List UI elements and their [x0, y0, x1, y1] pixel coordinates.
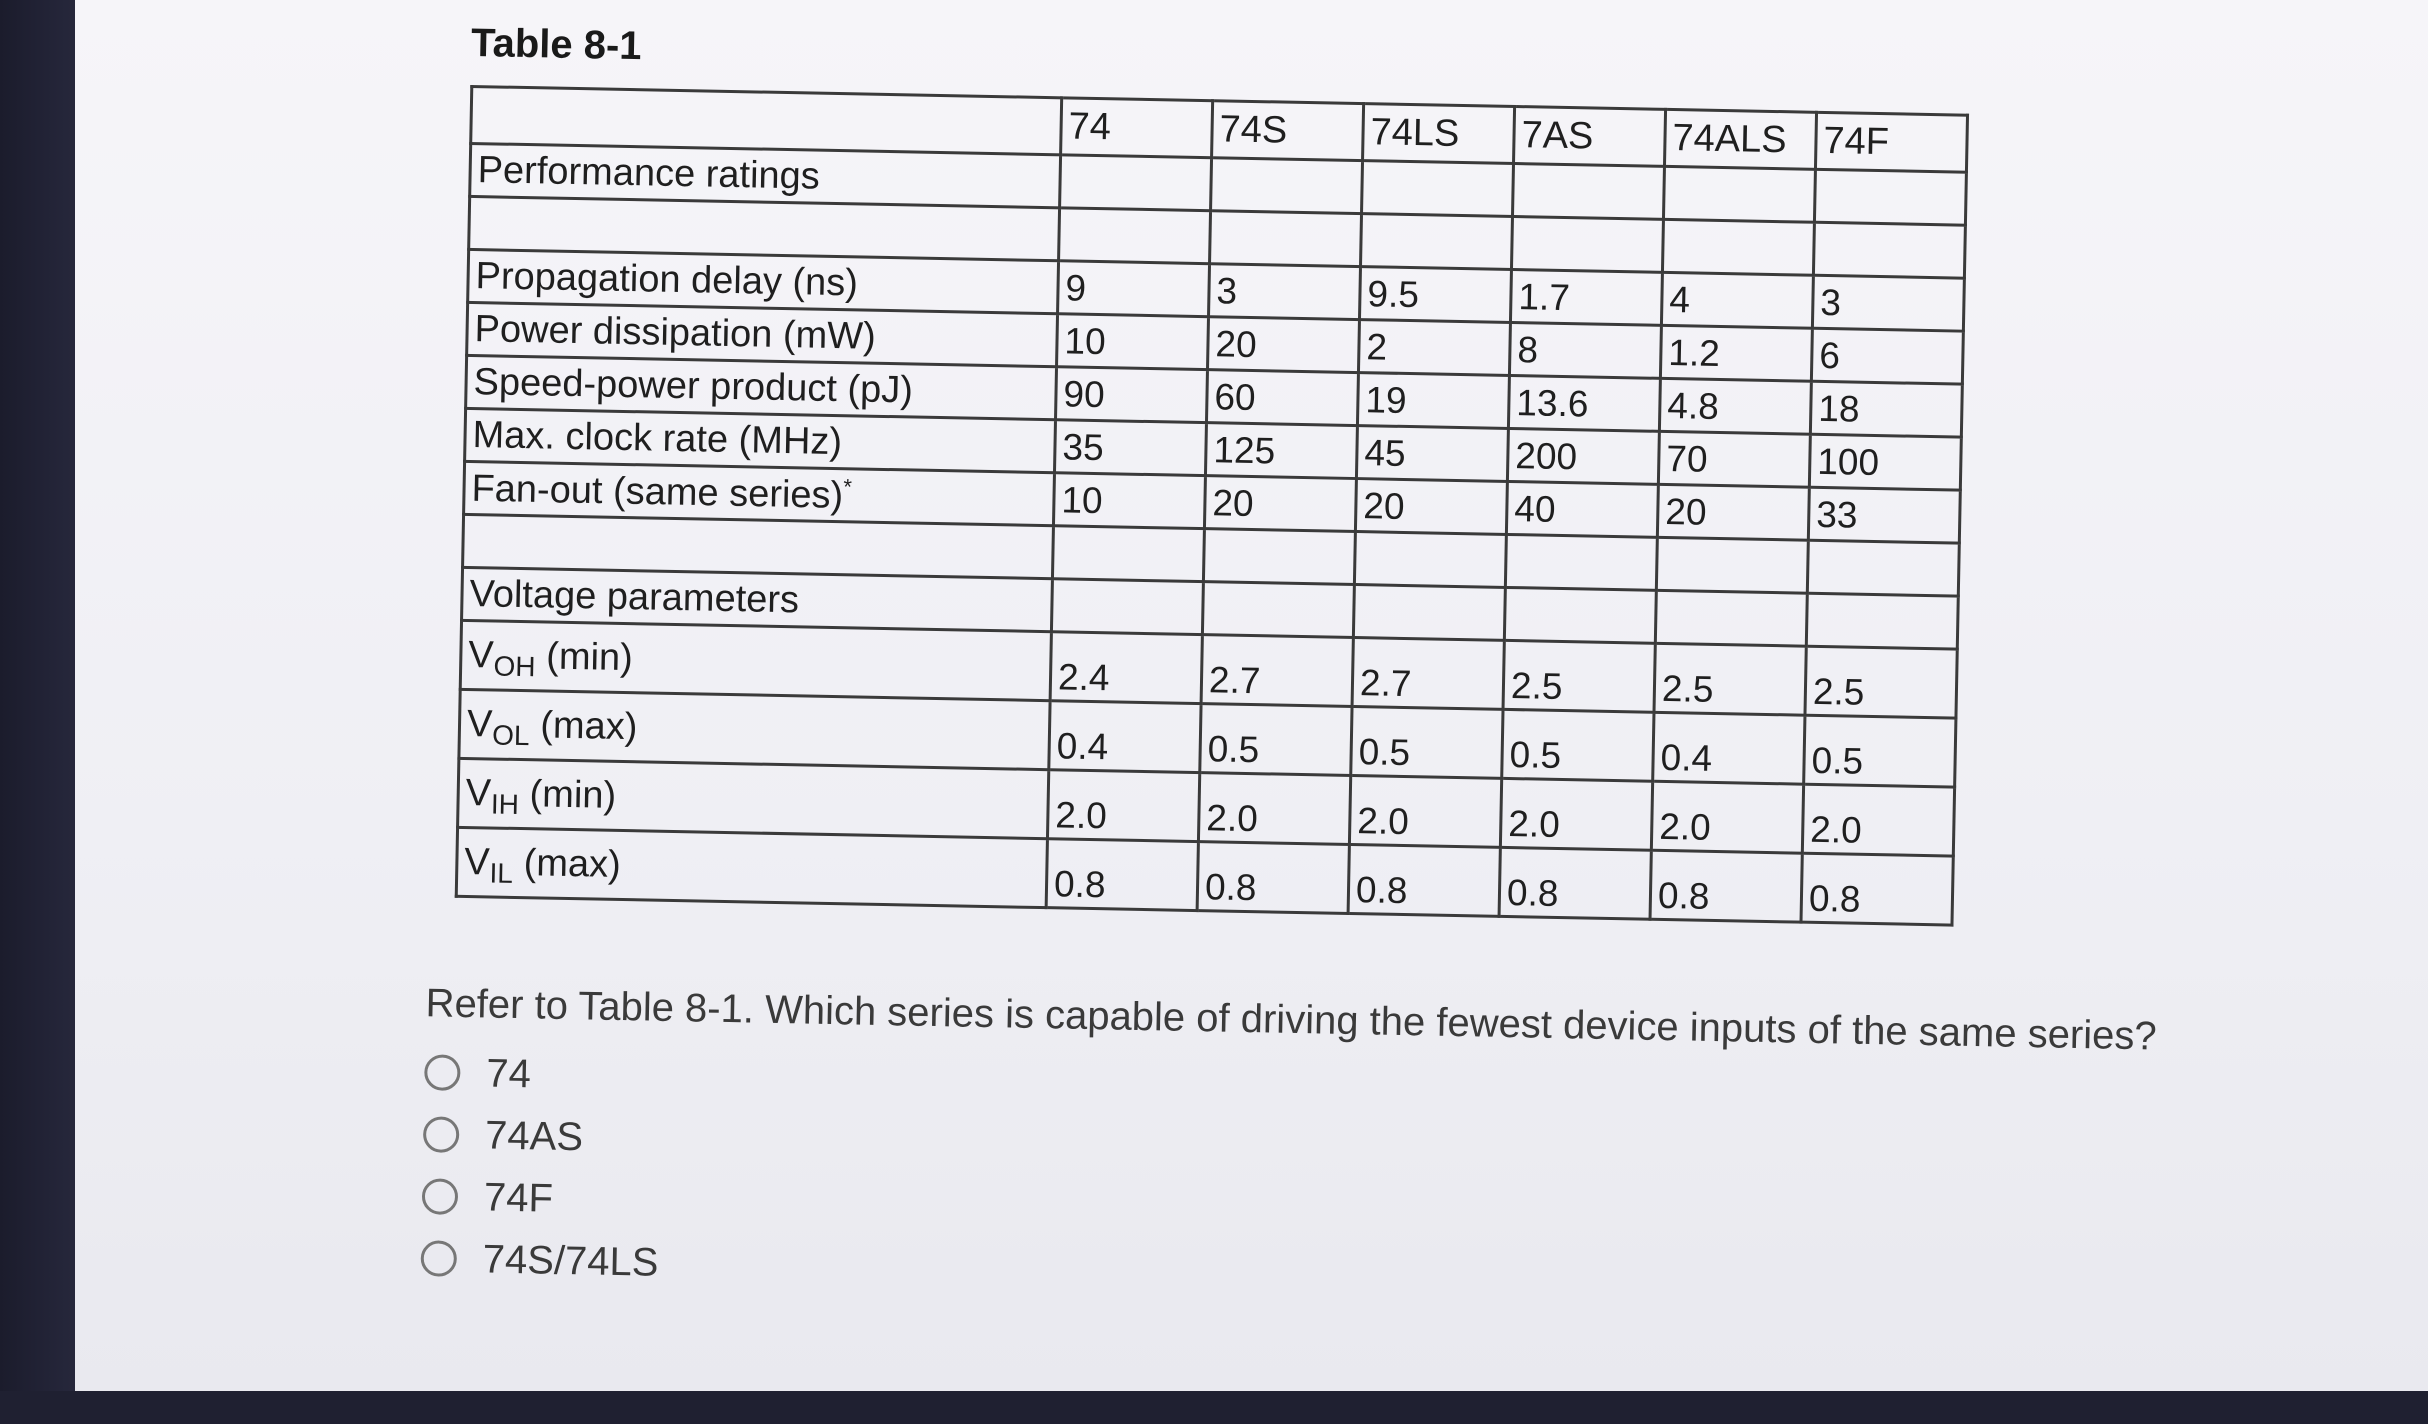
table-cell: 3: [1209, 264, 1361, 320]
row-label: $V_{IL}$ (max): [456, 827, 1047, 907]
table-cell: 6: [1811, 328, 1963, 384]
table-cell: 20: [1204, 476, 1356, 532]
table-cell: 0.5: [1351, 706, 1503, 778]
table-cell: 2.0: [1047, 770, 1199, 842]
table-cell: 9: [1058, 261, 1210, 317]
table-cell: 3: [1812, 275, 1964, 331]
logic-family-table: [455, 85, 1969, 927]
table-title: Table 8-1: [470, 20, 642, 69]
table-cell: 40: [1506, 481, 1658, 537]
table-cell: 20: [1355, 479, 1507, 535]
table-cell: 2.0: [1802, 784, 1954, 856]
table-cell: 2.0: [1198, 773, 1350, 845]
table-cell: 1.7: [1510, 269, 1662, 325]
table-cell: 35: [1054, 420, 1206, 476]
table-cell: 2.7: [1352, 638, 1504, 710]
row-label: Propagation delay (ns): [468, 249, 1059, 313]
option-label: 74S/74LS: [482, 1236, 659, 1285]
column-header: 74LS: [1363, 104, 1515, 164]
table-cell: 2.0: [1500, 778, 1652, 850]
screen: [75, 0, 2428, 1391]
row-label: Power dissipation (mW): [467, 302, 1058, 366]
answer-option-74[interactable]: [424, 1041, 663, 1108]
table-cell: 0.5: [1502, 709, 1654, 781]
table-cell: 10: [1057, 314, 1209, 370]
column-header: 74F: [1815, 112, 1967, 172]
table-cell: 0.8: [1650, 850, 1802, 922]
table-cell: 2.5: [1654, 643, 1806, 715]
table-cell: 9.5: [1359, 267, 1511, 323]
row-label: $V_{OL}$ (max): [459, 689, 1050, 769]
option-label: 74AS: [484, 1112, 584, 1159]
row-label: $V_{OH}$ (min): [460, 620, 1051, 700]
row-label: Speed-power product (pJ): [466, 355, 1057, 419]
table-cell: 20: [1207, 317, 1359, 373]
table-cell: 13.6: [1508, 375, 1660, 431]
table-cell: 125: [1205, 423, 1357, 479]
footnote-marker: *: [843, 473, 853, 500]
table-cell: 45: [1356, 426, 1508, 482]
option-label: 74F: [483, 1174, 554, 1221]
table-cell: 90: [1056, 367, 1208, 423]
row-label-text: Fan-out (same series): [471, 467, 844, 517]
answer-options: [420, 1041, 662, 1294]
table-cell: 0.8: [1801, 853, 1953, 925]
table-cell: 70: [1658, 431, 1810, 487]
table-cell: 0.8: [1197, 842, 1349, 914]
row-label: Max. clock rate (MHz): [465, 408, 1056, 472]
table-cell: 1.2: [1660, 325, 1812, 381]
column-header: 74ALS: [1664, 109, 1816, 169]
row-label: $V_{IH}$ (min): [458, 758, 1049, 838]
table-cell: 4: [1661, 272, 1813, 328]
table-cell: 4.8: [1659, 378, 1811, 434]
table-cell: 2.5: [1805, 646, 1957, 718]
table-cell: 0.8: [1046, 839, 1198, 911]
radio-button[interactable]: [420, 1240, 457, 1277]
table-cell: 10: [1053, 473, 1205, 529]
table-cell: 2.0: [1651, 781, 1803, 853]
answer-option-74as[interactable]: [423, 1103, 662, 1170]
table-cell: 0.4: [1049, 701, 1201, 773]
radio-button[interactable]: [422, 1178, 459, 1215]
table-cell: 0.5: [1804, 715, 1956, 787]
table-cell: 2.0: [1349, 775, 1501, 847]
table-cell: 18: [1810, 381, 1962, 437]
table-cell: 2.7: [1201, 635, 1353, 707]
table-cell: 0.4: [1653, 712, 1805, 784]
table-cell: 2.4: [1050, 632, 1202, 704]
table-cell: 2.5: [1503, 640, 1655, 712]
table-cell: 0.8: [1499, 847, 1651, 919]
table-cell: 33: [1808, 487, 1960, 543]
quiz-page: [348, 0, 2354, 1424]
table-cell: 2: [1358, 320, 1510, 376]
section-title-performance: Performance ratings: [470, 143, 1061, 207]
table-cell: 20: [1657, 484, 1809, 540]
column-header: 7AS: [1514, 107, 1666, 167]
table-cell: 200: [1507, 428, 1659, 484]
table-cell: 0.8: [1348, 844, 1500, 916]
section-title-voltage: Voltage parameters: [462, 567, 1053, 631]
question-text: Refer to Table 8-1. Which series is capable of driving the fewest device inputs of the same series?: [425, 981, 2158, 1059]
radio-button[interactable]: [424, 1054, 461, 1091]
answer-option-74s-74ls[interactable]: [420, 1227, 659, 1294]
answer-option-74f[interactable]: [421, 1165, 660, 1232]
table-cell: 19: [1357, 373, 1509, 429]
table-cell: 8: [1509, 322, 1661, 378]
table-cell: 100: [1809, 434, 1961, 490]
table-cell: 60: [1206, 370, 1358, 426]
column-header: 74S: [1212, 101, 1364, 161]
option-label: 74: [485, 1050, 532, 1096]
radio-button[interactable]: [423, 1116, 460, 1153]
column-header: 74: [1061, 98, 1213, 158]
table-cell: 0.5: [1200, 704, 1352, 776]
